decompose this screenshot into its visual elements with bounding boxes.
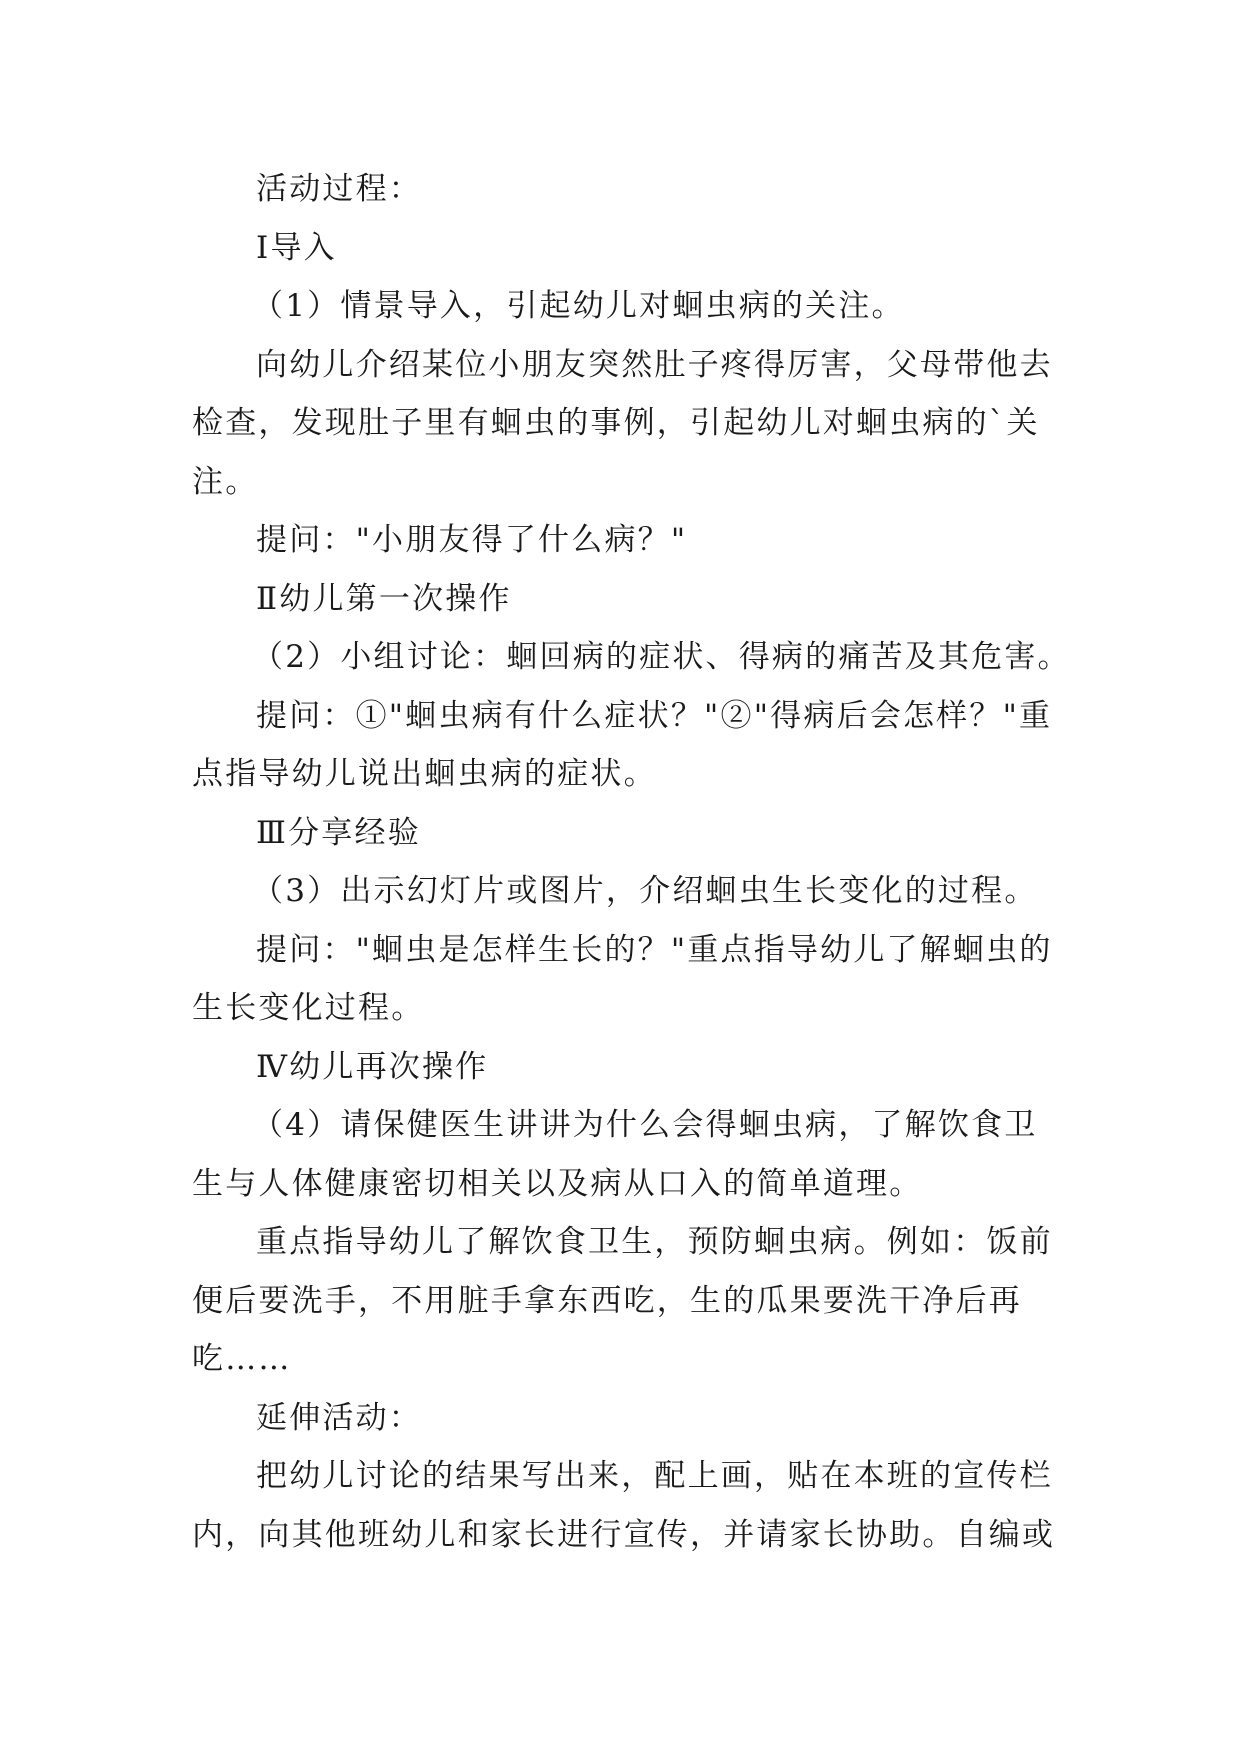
paragraph-line: 吃…… [192,1341,292,1377]
step-item-1: （1）情景导入，引起幼儿对蛔虫病的关注。 [252,288,905,324]
paragraph-line: 把幼儿讨论的结果写出来，配上画，贴在本班的宣传栏 [256,1458,1053,1494]
paragraph-line: 注。 [192,463,259,500]
step-heading-share-experience: Ⅲ分享经验 [256,814,421,851]
paragraph-line: 便后要洗手，不用脏手拿东西吃，生的瓜果要洗干净后再 [192,1282,1022,1319]
question-line: 提问："小朋友得了什么病？" [256,522,688,558]
paragraph-line: 向幼儿介绍某位小朋友突然肚子疼得厉害，父母带他去 [256,346,1053,383]
step-item-4: （4）请保健医生讲讲为什么会得蛔虫病，了解饮食卫 [252,1107,1038,1143]
paragraph-line: 重点指导幼儿了解饮食卫生，预防蛔虫病。例如：饭前 [256,1224,1053,1260]
step-item-2: （2）小组讨论：蛔回病的症状、得病的痛苦及其危害。 [252,639,1071,675]
step-heading-second-operation: Ⅳ幼儿再次操作 [256,1048,489,1085]
step-item-3: （3）出示幻灯片或图片，介绍蛔虫生长变化的过程。 [252,873,1038,909]
step-heading-first-operation: Ⅱ幼儿第一次操作 [256,580,512,617]
paragraph-line: 内，向其他班幼儿和家长进行宣传，并请家长协助。自编或 [192,1516,1056,1553]
paragraph-line: 检查，发现肚子里有蛔虫的事例，引起幼儿对蛔虫病的`关 [192,405,1040,441]
section-heading-activity-process: 活动过程： [256,171,422,207]
paragraph-line: 点指导幼儿说出蛔虫病的症状。 [192,756,657,792]
section-heading-extension-activity: 延伸活动： [256,1399,422,1436]
question-line: 提问："蛔虫是怎样生长的？"重点指导幼儿了解蛔虫的 [256,931,1053,968]
paragraph-line: 生长变化过程。 [192,990,425,1026]
document-body [192,160,1071,1564]
question-line: 提问：①"蛔虫病有什么症状？"②"得病后会怎样？"重 [256,697,1053,734]
step-heading-introduction: Ⅰ导入 [256,229,337,266]
paragraph-line: 生与人体健康密切相关以及病从口入的简单道理。 [192,1165,923,1202]
